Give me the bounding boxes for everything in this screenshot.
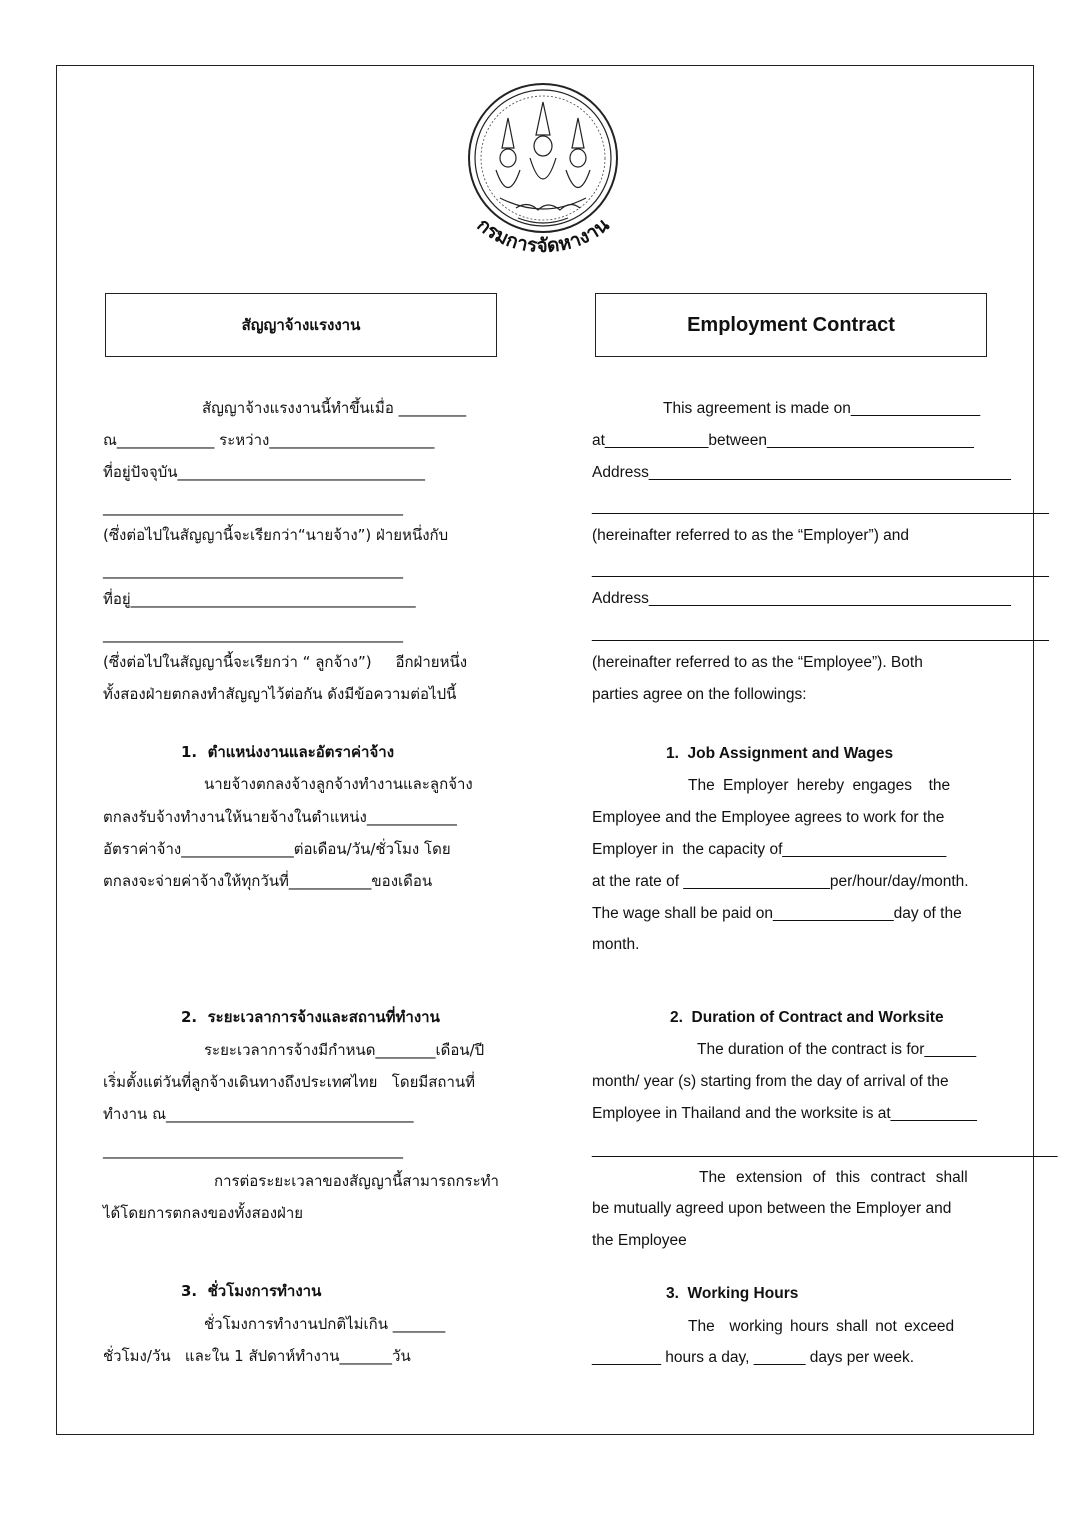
- thai-line: ________________________________________: [103, 625, 403, 643]
- english-line: Address__________________________________________: [592, 464, 1011, 481]
- thai-title-box: สัญญาจ้างแรงงาน: [105, 293, 497, 357]
- english-line: The duration of the contract is for______: [697, 1041, 977, 1058]
- thai-line: ณ_____________ ระหว่าง______________________: [103, 431, 435, 449]
- english-line: (hereinafter referred to as the “Employee”). Both: [592, 654, 923, 671]
- english-line: This agreement is made on_______________: [663, 400, 981, 417]
- english-line: be mutually agreed upon between the Employer and: [592, 1200, 952, 1217]
- thai-line: (ซึ่งต่อไปในสัญญานี้จะเรียกว่า “ ลูกจ้าง”) อีกฝ่ายหนึ่ง: [103, 653, 468, 671]
- english-line: month/ year (s) starting from the day of arrival of the: [592, 1073, 949, 1090]
- thai-line: ที่อยู่______________________________________: [103, 590, 416, 608]
- english-line: ______________________________________________________: [592, 1141, 1058, 1158]
- thai-line: ทั้งสองฝ่ายตกลงทำสัญญาไว้ต่อกัน ดังมีข้อความต่อไปนี้: [103, 685, 457, 703]
- english-line: the Employee: [592, 1232, 687, 1249]
- thai-line: ระยะเวลาการจ้างมีกำหนด________เดือน/ปี: [204, 1041, 485, 1059]
- english-line: _____________________________________________________: [592, 561, 1049, 578]
- english-title-box: Employment Contract: [595, 293, 987, 357]
- thai-line: ตกลงจะจ่ายค่าจ้างให้ทุกวันที่___________ของเดือน: [103, 872, 433, 890]
- thai-line: นายจ้างตกลงจ้างลูกจ้างทำงานและลูกจ้าง: [204, 775, 473, 793]
- thai-line: ทำงาน ณ_________________________________: [103, 1105, 414, 1123]
- thai-line: อัตราค่าจ้าง_______________ต่อเดือน/วัน/ชั่วโมง โดย: [103, 840, 451, 858]
- english-line: _____________________________________________________: [592, 625, 1049, 642]
- english-line: parties agree on the followings:: [592, 686, 807, 703]
- english-section-heading: 3. Working Hours: [666, 1285, 799, 1302]
- thai-line: สัญญาจ้างแรงงานนี้ทำขึ้นเมื่อ _________: [202, 399, 467, 417]
- thai-section-heading: 3. ชั่วโมงการทำงาน: [181, 1282, 322, 1300]
- english-line: at the rate of _________________per/hour/day/month.: [592, 873, 969, 890]
- english-line: ________ hours a day, ______ days per week.: [592, 1349, 915, 1366]
- english-line: Employee and the Employee agrees to work for the: [592, 809, 945, 826]
- thai-line: ________________________________________: [103, 498, 403, 516]
- thai-line: เริ่มตั้งแต่วันที่ลูกจ้างเดินทางถึงประเทศไทย โดยมีสถานที่: [103, 1073, 476, 1091]
- english-line: The extension of this contract shall: [699, 1169, 968, 1186]
- english-line: month.: [592, 936, 640, 953]
- thai-line: ________________________________________: [103, 1141, 403, 1159]
- seal-text: กรมการจัดหางาน: [472, 213, 614, 255]
- english-line: at____________between________________________: [592, 432, 974, 449]
- thai-line: ชั่วโมง/วัน และใน 1 สัปดาห์ทำงาน_______วัน: [103, 1347, 411, 1365]
- thai-line: ที่อยู่ปัจจุบัน_________________________________: [103, 463, 426, 481]
- thai-line: (ซึ่งต่อไปในสัญญานี้จะเรียกว่า“นายจ้าง”) ฝ่ายหนึ่งกับ: [103, 526, 449, 544]
- english-line: The Employer hereby engages the: [688, 777, 951, 794]
- english-section-heading: 1. Job Assignment and Wages: [666, 745, 894, 762]
- thai-line: ได้โดยการตกลงของทั้งสองฝ่าย: [103, 1204, 304, 1222]
- thai-line: ________________________________________: [103, 561, 403, 579]
- english-section-heading: 2. Duration of Contract and Worksite: [670, 1009, 944, 1026]
- thai-section-heading: 2. ระยะเวลาการจ้างและสถานที่ทำงาน: [181, 1008, 440, 1026]
- english-line: Employer in the capacity of___________________: [592, 841, 947, 858]
- thai-section-heading: 1. ตำแหน่งงานและอัตราค่าจ้าง: [181, 743, 395, 761]
- english-line: Address__________________________________________: [592, 590, 1011, 607]
- english-line: The wage shall be paid on______________day of the: [592, 905, 962, 922]
- english-line: _____________________________________________________: [592, 498, 1049, 515]
- thai-line: การต่อระยะเวลาของสัญญานี้สามารถกระทำ: [214, 1172, 499, 1190]
- english-line: (hereinafter referred to as the “Employer”) and: [592, 527, 910, 544]
- english-line: Employee in Thailand and the worksite is at__________: [592, 1105, 977, 1122]
- thai-line: ชั่วโมงการทำงานปกติไม่เกิน _______: [204, 1315, 446, 1333]
- english-line: The working hours shall not exceed: [688, 1318, 955, 1335]
- department-seal-icon: [438, 80, 648, 255]
- thai-line: ตกลงรับจ้างทำงานให้นายจ้างในตำแหน่ง____________: [103, 808, 457, 826]
